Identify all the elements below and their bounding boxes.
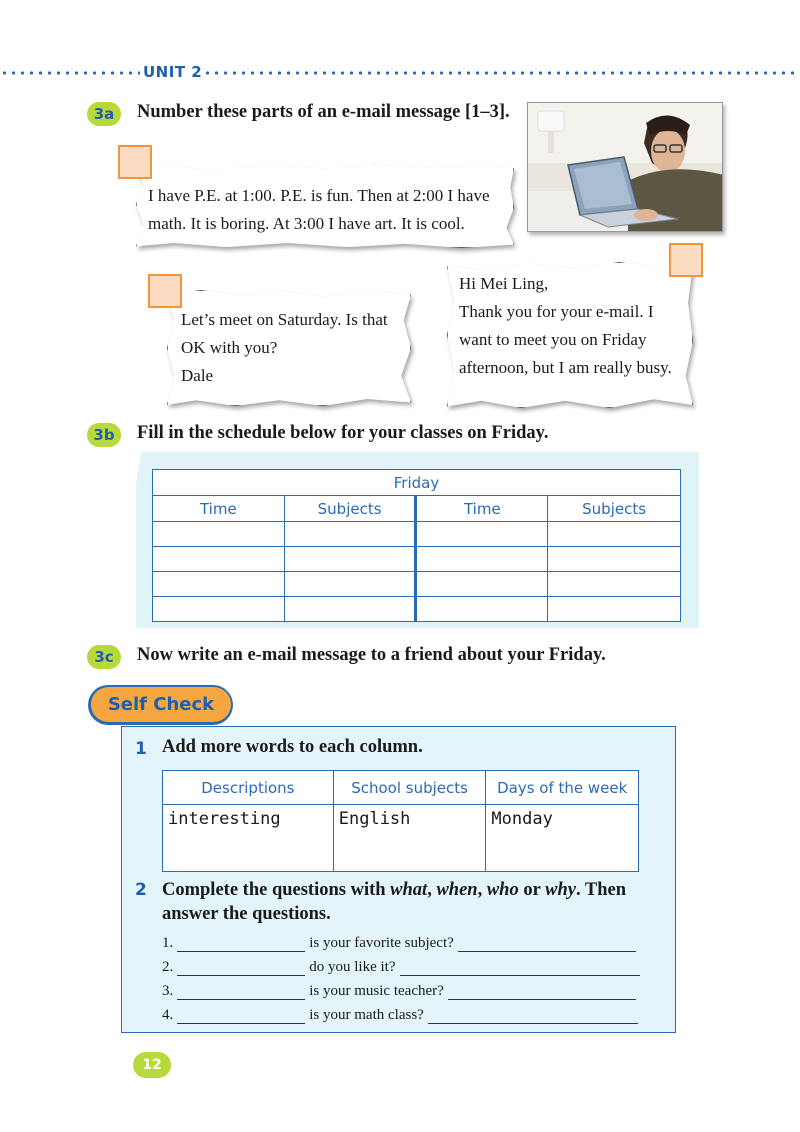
schedule-cell[interactable] [153,597,285,622]
q2-word-why: why [545,880,576,900]
col-time-2: Time [416,496,548,522]
email-part-note-3 [447,262,693,408]
schedule-cell[interactable] [548,547,681,572]
answer-blank[interactable] [177,985,305,1000]
word-columns-table [162,770,639,872]
schedule-cell[interactable] [153,522,285,547]
q-num: 3. [162,983,174,999]
q2-text-pre: Complete the questions with [162,880,391,900]
answer-blank[interactable] [458,937,636,952]
q-text: is your favorite subject? [309,935,454,951]
q2-line-2: answer the questions. [162,904,331,924]
number-box-2[interactable] [148,274,182,308]
email-part-note-2 [167,290,411,406]
email-part-note-1 [136,164,514,248]
q-text: is your math class? [309,1007,424,1023]
note-2-line-1: Let’s meet on Saturday. Is that [181,310,388,329]
schedule-cell[interactable] [284,597,416,622]
col-school-subjects: School subjects [333,771,486,805]
q2-word-when: when [436,880,478,900]
note-1-line-1: I have P.E. at 1:00. P.E. is fun. Then at 2:00 I have [148,186,490,205]
table-row [153,597,681,622]
q2-sep-1: , [427,880,437,900]
section-badge-3c: 3c [87,645,121,669]
note-1-text [148,182,490,238]
schedule-cell[interactable] [153,572,285,597]
days-of-week-cell[interactable]: Monday [486,805,639,872]
page-number: 12 [133,1052,171,1078]
schedule-cell[interactable] [416,522,548,547]
dotted-rule-right [203,70,800,76]
friday-schedule-table [152,469,681,622]
self-check-q1-text: Add more words to each column. [162,737,423,757]
note-3-line-1: Hi Mei Ling, [459,274,549,293]
table-row [153,547,681,572]
q-text: do you like it? [309,959,396,975]
q2-word-what: what [390,880,428,900]
question-line-1 [162,932,640,952]
dotted-rule-left [0,70,140,76]
note-1-line-2: math. It is boring. At 3:00 I have art. It is cool. [148,214,465,233]
col-days-of-week: Days of the week [486,771,639,805]
col-descriptions: Descriptions [163,771,334,805]
instruction-3b: Fill in the schedule below for your classes on Friday. [137,423,549,443]
schedule-title: Friday [153,470,681,496]
table-row [153,572,681,597]
photo-illustration [528,103,723,232]
q-num: 2. [162,959,174,975]
schedule-cell[interactable] [153,547,285,572]
table-row [163,805,639,872]
question-line-4 [162,1004,642,1024]
number-box-1[interactable] [118,145,152,179]
q2-sep-3: or [518,880,546,900]
table-row [153,522,681,547]
question-line-3 [162,980,640,1000]
q-text: is your music teacher? [309,983,444,999]
answer-blank[interactable] [177,937,305,952]
note-3-line-4: afternoon, but I am really busy. [459,358,672,377]
boy-with-laptop-photo [527,102,723,232]
question-line-2 [162,956,644,976]
answer-blank[interactable] [400,961,640,976]
schedule-cell[interactable] [416,547,548,572]
section-badge-3b: 3b [87,423,121,447]
answer-blank[interactable] [428,1009,638,1024]
section-badge-3a: 3a [87,102,121,126]
schedule-cell[interactable] [548,597,681,622]
note-3-text [459,270,672,382]
unit-header [0,62,800,84]
schedule-cell[interactable] [548,572,681,597]
self-check-q2-number: 2 [135,880,147,900]
q2-sep-2: , [477,880,487,900]
q-num: 4. [162,1007,174,1023]
schedule-cell[interactable] [416,597,548,622]
note-3-line-2: Thank you for your e-mail. I [459,302,654,321]
q-num: 1. [162,935,174,951]
col-time-1: Time [153,496,285,522]
answer-blank[interactable] [448,985,636,1000]
note-3-line-3: want to meet you on Friday [459,330,647,349]
self-check-title: Self Check [91,687,231,722]
answer-blank[interactable] [177,961,305,976]
unit-label: UNIT 2 [143,63,203,81]
self-check-q1-number: 1 [135,739,147,759]
q2-word-who: who [486,880,519,900]
instruction-3a: Number these parts of an e-mail message [1–3]. [137,102,510,122]
number-box-3[interactable] [669,243,703,277]
schedule-cell[interactable] [284,572,416,597]
schedule-cell[interactable] [548,522,681,547]
schedule-cell[interactable] [284,547,416,572]
answer-blank[interactable] [177,1009,305,1024]
schedule-cell[interactable] [284,522,416,547]
self-check-q2-text [162,878,626,926]
descriptions-cell[interactable]: interesting [163,805,334,872]
col-subjects-2: Subjects [548,496,681,522]
q2-text-post: . Then [575,880,627,900]
note-2-text [181,306,388,390]
schedule-cell[interactable] [416,572,548,597]
note-2-line-3: Dale [181,366,214,385]
school-subjects-cell[interactable]: English [333,805,486,872]
instruction-3c: Now write an e-mail message to a friend about your Friday. [137,645,606,665]
q2-line-1 [162,878,626,902]
col-subjects-1: Subjects [284,496,416,522]
note-2-line-2: OK with you? [181,338,278,357]
